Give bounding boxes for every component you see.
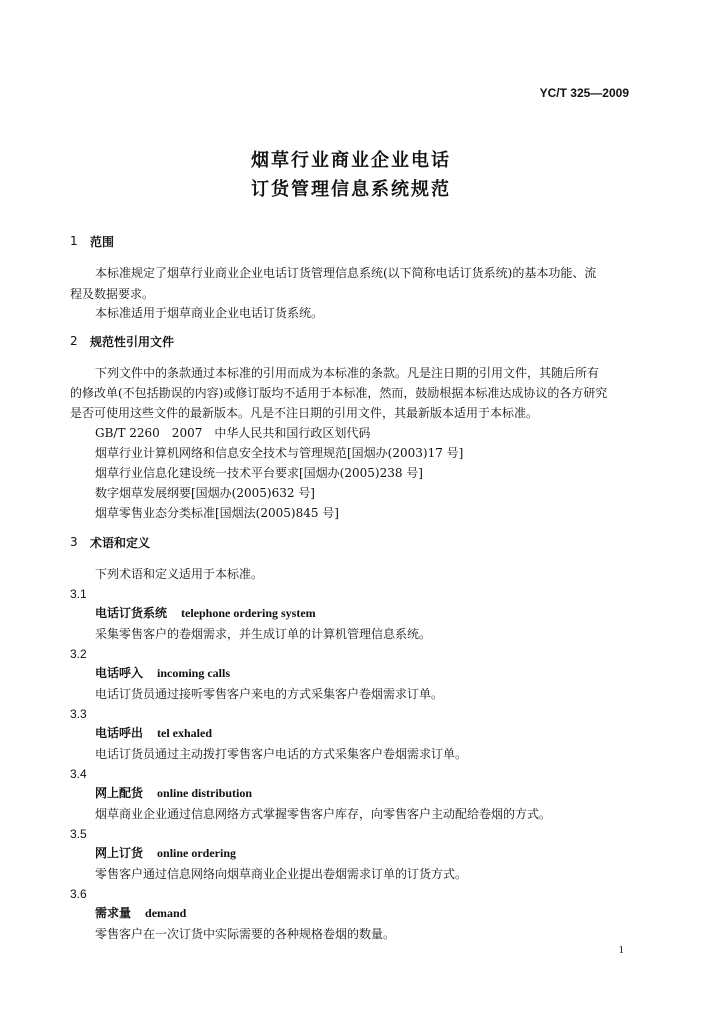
term-heading [95,845,236,861]
section-title: 范围 [90,235,115,249]
term-english: online ordering [157,846,237,860]
term-chinese: 电话呼出 [95,726,144,740]
page-number: 1 [618,944,624,956]
term-heading [95,665,230,681]
term-chinese: 网上订货 [95,846,144,860]
term-heading [95,605,316,621]
document-title-line-2: 订货管理信息系统规范 [251,179,451,200]
term-english: tel exhaled [157,726,213,740]
section-title: 规范性引用文件 [90,335,175,349]
reference-item: 数字烟草发展纲要[国烟办(2005)632 号] [95,486,315,500]
term-heading [95,725,212,741]
term-definition: 零售客户在一次订货中实际需要的各种规格卷烟的数量。 [95,927,396,941]
term-number: 3.5 [70,827,87,841]
paragraph-line: 的修改单(不包括勘误的内容)或修订版均不适用于本标准，然而，鼓励根据本标准达成协议的各方研究 [70,386,608,400]
paragraph-line: 下列术语和定义适用于本标准。 [95,567,264,581]
term-number: 3.6 [70,887,87,901]
term-number: 3.3 [70,707,87,721]
term-chinese: 网上配货 [95,786,144,800]
paragraph-line: 程及数据要求。 [70,287,155,301]
term-english: online distribution [157,786,253,800]
paragraph-line: 下列文件中的条款通过本标准的引用而成为本标准的条款。凡是注日期的引用文件，其随后所有 [95,366,600,380]
document-title-line-1: 烟草行业商业企业电话 [251,150,451,171]
term-definition: 电话订货员通过主动拨打零售客户电话的方式采集客户卷烟需求订单。 [95,747,468,761]
paragraph-line: 本标准适用于烟草商业企业电话订货系统。 [95,306,324,320]
term-english: telephone ordering system [181,606,316,620]
section-title: 术语和定义 [90,536,151,550]
reference-item: 烟草行业计算机网络和信息安全技术与管理规范[国烟办(2003)17 号] [95,446,464,460]
term-number: 3.1 [70,587,87,601]
section-number: 1 [70,234,78,248]
section-number: 2 [70,334,78,348]
term-definition: 电话订货员通过接听零售客户来电的方式采集客户卷烟需求订单。 [95,687,444,701]
reference-item: GB/T 2260 2007 中华人民共和国行政区划代码 [95,426,371,440]
term-definition: 烟草商业企业通过信息网络方式掌握零售客户库存，向零售客户主动配给卷烟的方式。 [95,807,552,821]
standard-code: YC/T 325—2009 [539,86,629,100]
paragraph-line: 本标准规定了烟草行业商业企业电话订货管理信息系统(以下简称电话订货系统)的基本功能、流 [95,266,597,280]
term-definition: 采集零售客户的卷烟需求，并生成订单的计算机管理信息系统。 [95,627,432,641]
term-number: 3.4 [70,767,87,781]
term-english: demand [145,906,187,920]
term-heading [95,785,252,801]
term-chinese: 电话呼入 [95,666,144,680]
term-definition: 零售客户通过信息网络向烟草商业企业提出卷烟需求订单的订货方式。 [95,867,468,881]
reference-item: 烟草行业信息化建设统一技术平台要求[国烟办(2005)238 号] [95,466,423,480]
term-chinese: 电话订货系统 [95,606,168,620]
term-heading [95,905,186,921]
reference-item: 烟草零售业态分类标准[国烟法(2005)845 号] [95,506,339,520]
term-chinese: 需求量 [95,906,132,920]
section-number: 3 [70,535,78,549]
term-english: incoming calls [157,666,231,680]
paragraph-line: 是否可使用这些文件的最新版本。凡是不注日期的引用文件，其最新版本适用于本标准。 [70,406,539,420]
term-number: 3.2 [70,647,87,661]
